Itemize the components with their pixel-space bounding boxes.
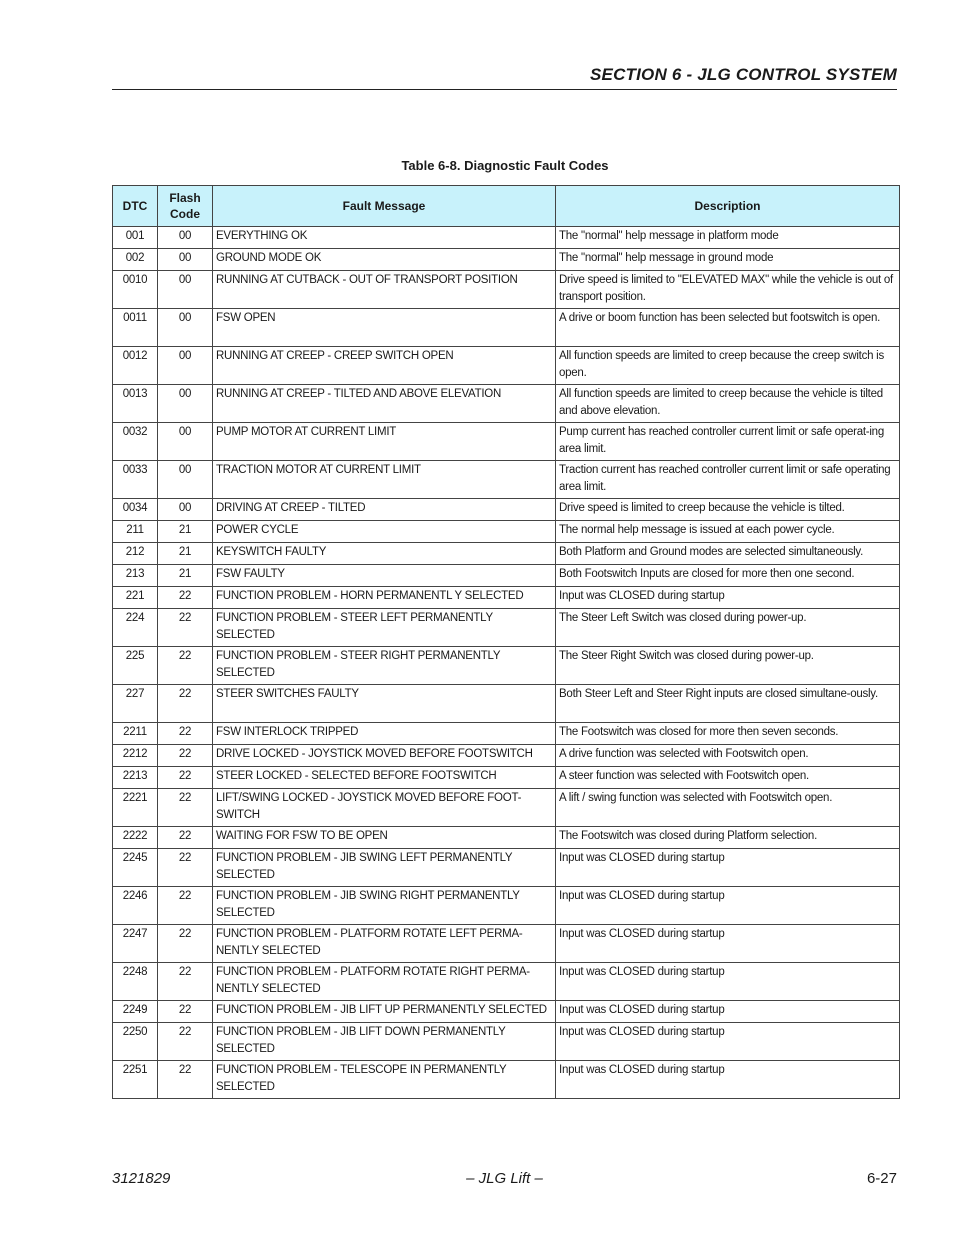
table-caption: Table 6-8. Diagnostic Fault Codes bbox=[401, 158, 609, 173]
table-row bbox=[113, 249, 900, 271]
table-row bbox=[113, 587, 900, 609]
fault-message-cell: RUNNING AT CUTBACK - OUT OF TRANSPORT POSITION bbox=[213, 271, 556, 309]
table-row bbox=[113, 423, 900, 461]
description-cell: Input was CLOSED during startup bbox=[556, 1001, 900, 1023]
flash-code-cell: 00 bbox=[158, 347, 213, 385]
table-row bbox=[113, 347, 900, 385]
flash-code-cell: 22 bbox=[158, 587, 213, 609]
dtc-cell: 001 bbox=[113, 227, 158, 249]
dtc-cell: 0011 bbox=[113, 309, 158, 347]
dtc-cell: 213 bbox=[113, 565, 158, 587]
dtc-cell: 002 bbox=[113, 249, 158, 271]
section-title: SECTION 6 - JLG CONTROL SYSTEM bbox=[590, 65, 897, 84]
fault-message-cell: KEYSWITCH FAULTY bbox=[213, 543, 556, 565]
table-row bbox=[113, 1061, 900, 1099]
table-row bbox=[113, 849, 900, 887]
description-cell: Both Platform and Ground modes are selected simultaneously. bbox=[556, 543, 900, 565]
flash-code-cell: 21 bbox=[158, 521, 213, 543]
flash-code-cell: 21 bbox=[158, 565, 213, 587]
description-cell: Drive speed is limited to "ELEVATED MAX" while the vehicle is out of transport position. bbox=[556, 271, 900, 309]
table-row bbox=[113, 565, 900, 587]
flash-code-cell: 00 bbox=[158, 309, 213, 347]
footer-brand: – JLG Lift – bbox=[466, 1170, 543, 1187]
fault-message-cell: FUNCTION PROBLEM - JIB LIFT UP PERMANENTLY SELECTED bbox=[213, 1001, 556, 1023]
flash-code-cell: 22 bbox=[158, 789, 213, 827]
table-row bbox=[113, 789, 900, 827]
dtc-cell: 221 bbox=[113, 587, 158, 609]
flash-code-cell: 00 bbox=[158, 227, 213, 249]
header-flash-line2: Code bbox=[170, 207, 200, 221]
flash-code-cell: 00 bbox=[158, 249, 213, 271]
description-cell: Input was CLOSED during startup bbox=[556, 1061, 900, 1099]
fault-message-cell: FSW INTERLOCK TRIPPED bbox=[213, 723, 556, 745]
fault-message-cell: POWER CYCLE bbox=[213, 521, 556, 543]
dtc-cell: 2221 bbox=[113, 789, 158, 827]
flash-code-cell: 22 bbox=[158, 827, 213, 849]
fault-message-cell: GROUND MODE OK bbox=[213, 249, 556, 271]
flash-code-cell: 22 bbox=[158, 723, 213, 745]
fault-message-cell: FSW FAULTY bbox=[213, 565, 556, 587]
description-cell: A steer function was selected with Footswitch open. bbox=[556, 767, 900, 789]
dtc-cell: 2222 bbox=[113, 827, 158, 849]
table-body bbox=[113, 227, 900, 1099]
flash-code-cell: 00 bbox=[158, 423, 213, 461]
flash-code-cell: 22 bbox=[158, 685, 213, 723]
description-cell: Drive speed is limited to creep because the vehicle is tilted. bbox=[556, 499, 900, 521]
dtc-cell: 211 bbox=[113, 521, 158, 543]
dtc-cell: 2245 bbox=[113, 849, 158, 887]
flash-code-cell: 22 bbox=[158, 887, 213, 925]
dtc-cell: 212 bbox=[113, 543, 158, 565]
dtc-cell: 225 bbox=[113, 647, 158, 685]
table-row bbox=[113, 647, 900, 685]
dtc-cell: 2212 bbox=[113, 745, 158, 767]
description-cell: A drive or boom function has been selected but footswitch is open. bbox=[556, 309, 900, 347]
fault-message-cell: DRIVING AT CREEP - TILTED bbox=[213, 499, 556, 521]
description-cell: All function speeds are limited to creep because the creep switch is open. bbox=[556, 347, 900, 385]
description-cell: Input was CLOSED during startup bbox=[556, 963, 900, 1001]
table-row bbox=[113, 1001, 900, 1023]
fault-code-table bbox=[112, 185, 900, 1099]
description-cell: Pump current has reached controller current limit or safe operat-ing area limit. bbox=[556, 423, 900, 461]
flash-code-cell: 22 bbox=[158, 963, 213, 1001]
dtc-cell: 0033 bbox=[113, 461, 158, 499]
description-cell: The "normal" help message in platform mode bbox=[556, 227, 900, 249]
table-row bbox=[113, 385, 900, 423]
description-cell: Both Steer Left and Steer Right inputs are closed simultane-ously. bbox=[556, 685, 900, 723]
table-header-row bbox=[113, 186, 900, 227]
fault-message-cell: FUNCTION PROBLEM - STEER LEFT PERMANENTLY SELECTED bbox=[213, 609, 556, 647]
description-cell: The Footswitch was closed for more then seven seconds. bbox=[556, 723, 900, 745]
table-row bbox=[113, 227, 900, 249]
header-flash-line1: Flash bbox=[169, 191, 201, 205]
doc-number: 3121829 bbox=[112, 1170, 171, 1187]
dtc-cell: 0032 bbox=[113, 423, 158, 461]
fault-message-cell: PUMP MOTOR AT CURRENT LIMIT bbox=[213, 423, 556, 461]
description-cell: Input was CLOSED during startup bbox=[556, 1023, 900, 1061]
dtc-cell: 0013 bbox=[113, 385, 158, 423]
table-row bbox=[113, 925, 900, 963]
table-row bbox=[113, 499, 900, 521]
table-row bbox=[113, 827, 900, 849]
fault-message-cell: FUNCTION PROBLEM - JIB SWING RIGHT PERMANENTLY SELECTED bbox=[213, 887, 556, 925]
dtc-cell: 2211 bbox=[113, 723, 158, 745]
table-row bbox=[113, 271, 900, 309]
dtc-cell: 0034 bbox=[113, 499, 158, 521]
fault-message-cell: FUNCTION PROBLEM - PLATFORM ROTATE RIGHT PERMA-NENTLY SELECTED bbox=[213, 963, 556, 1001]
fault-message-cell: STEER LOCKED - SELECTED BEFORE FOOTSWITCH bbox=[213, 767, 556, 789]
flash-code-cell: 00 bbox=[158, 499, 213, 521]
table-row bbox=[113, 461, 900, 499]
flash-code-cell: 22 bbox=[158, 925, 213, 963]
fault-message-cell: FUNCTION PROBLEM - HORN PERMANENTL Y SELECTED bbox=[213, 587, 556, 609]
description-cell: Input was CLOSED during startup bbox=[556, 925, 900, 963]
description-cell: Input was CLOSED during startup bbox=[556, 887, 900, 925]
description-cell: Both Footswitch Inputs are closed for more then one second. bbox=[556, 565, 900, 587]
description-cell: The Footswitch was closed during Platform selection. bbox=[556, 827, 900, 849]
description-cell: Input was CLOSED during startup bbox=[556, 587, 900, 609]
fault-message-cell: RUNNING AT CREEP - CREEP SWITCH OPEN bbox=[213, 347, 556, 385]
dtc-cell: 0010 bbox=[113, 271, 158, 309]
dtc-cell: 2251 bbox=[113, 1061, 158, 1099]
table-row bbox=[113, 963, 900, 1001]
description-cell: The Steer Right Switch was closed during power-up. bbox=[556, 647, 900, 685]
flash-code-cell: 21 bbox=[158, 543, 213, 565]
flash-code-cell: 22 bbox=[158, 1001, 213, 1023]
description-cell: The normal help message is issued at each power cycle. bbox=[556, 521, 900, 543]
description-cell: Traction current has reached controller current limit or safe operating area limit. bbox=[556, 461, 900, 499]
flash-code-cell: 00 bbox=[158, 461, 213, 499]
table-row bbox=[113, 767, 900, 789]
flash-code-cell: 22 bbox=[158, 609, 213, 647]
fault-message-cell: LIFT/SWING LOCKED - JOYSTICK MOVED BEFORE FOOT-SWITCH bbox=[213, 789, 556, 827]
fault-message-cell: FUNCTION PROBLEM - JIB LIFT DOWN PERMANENTLY SELECTED bbox=[213, 1023, 556, 1061]
dtc-cell: 2213 bbox=[113, 767, 158, 789]
flash-code-cell: 22 bbox=[158, 1061, 213, 1099]
header-fault-message: Fault Message bbox=[213, 186, 556, 227]
fault-message-cell: RUNNING AT CREEP - TILTED AND ABOVE ELEVATION bbox=[213, 385, 556, 423]
fault-message-cell: EVERYTHING OK bbox=[213, 227, 556, 249]
description-cell: All function speeds are limited to creep because the vehicle is tilted and above elevation. bbox=[556, 385, 900, 423]
header-description: Description bbox=[556, 186, 900, 227]
description-cell: The Steer Left Switch was closed during power-up. bbox=[556, 609, 900, 647]
dtc-cell: 2248 bbox=[113, 963, 158, 1001]
dtc-cell: 2246 bbox=[113, 887, 158, 925]
table-row bbox=[113, 685, 900, 723]
fault-message-cell: FUNCTION PROBLEM - PLATFORM ROTATE LEFT PERMA-NENTLY SELECTED bbox=[213, 925, 556, 963]
header-flash-code bbox=[158, 186, 213, 227]
header-dtc: DTC bbox=[113, 186, 158, 227]
fault-message-cell: TRACTION MOTOR AT CURRENT LIMIT bbox=[213, 461, 556, 499]
description-cell: The "normal" help message in ground mode bbox=[556, 249, 900, 271]
flash-code-cell: 22 bbox=[158, 647, 213, 685]
dtc-cell: 2249 bbox=[113, 1001, 158, 1023]
flash-code-cell: 22 bbox=[158, 1023, 213, 1061]
dtc-cell: 0012 bbox=[113, 347, 158, 385]
table-row bbox=[113, 609, 900, 647]
table-row bbox=[113, 887, 900, 925]
fault-message-cell: FUNCTION PROBLEM - TELESCOPE IN PERMANENTLY SELECTED bbox=[213, 1061, 556, 1099]
dtc-cell: 2250 bbox=[113, 1023, 158, 1061]
fault-message-cell: STEER SWITCHES FAULTY bbox=[213, 685, 556, 723]
fault-message-cell: WAITING FOR FSW TO BE OPEN bbox=[213, 827, 556, 849]
flash-code-cell: 00 bbox=[158, 271, 213, 309]
table-row bbox=[113, 543, 900, 565]
table-row bbox=[113, 309, 900, 347]
flash-code-cell: 22 bbox=[158, 767, 213, 789]
flash-code-cell: 00 bbox=[158, 385, 213, 423]
fault-message-cell: FSW OPEN bbox=[213, 309, 556, 347]
fault-message-cell: FUNCTION PROBLEM - STEER RIGHT PERMANENTLY SELECTED bbox=[213, 647, 556, 685]
dtc-cell: 227 bbox=[113, 685, 158, 723]
description-cell: A drive function was selected with Footswitch open. bbox=[556, 745, 900, 767]
table-row bbox=[113, 745, 900, 767]
description-cell: A lift / swing function was selected with Footswitch open. bbox=[556, 789, 900, 827]
description-cell: Input was CLOSED during startup bbox=[556, 849, 900, 887]
page-number: 6-27 bbox=[866, 1170, 897, 1187]
table-row bbox=[113, 521, 900, 543]
flash-code-cell: 22 bbox=[158, 745, 213, 767]
dtc-cell: 224 bbox=[113, 609, 158, 647]
fault-message-cell: DRIVE LOCKED - JOYSTICK MOVED BEFORE FOOTSWITCH bbox=[213, 745, 556, 767]
table-row bbox=[113, 723, 900, 745]
table-row bbox=[113, 1023, 900, 1061]
page-header bbox=[112, 63, 897, 90]
flash-code-cell: 22 bbox=[158, 849, 213, 887]
fault-message-cell: FUNCTION PROBLEM - JIB SWING LEFT PERMANENTLY SELECTED bbox=[213, 849, 556, 887]
dtc-cell: 2247 bbox=[113, 925, 158, 963]
